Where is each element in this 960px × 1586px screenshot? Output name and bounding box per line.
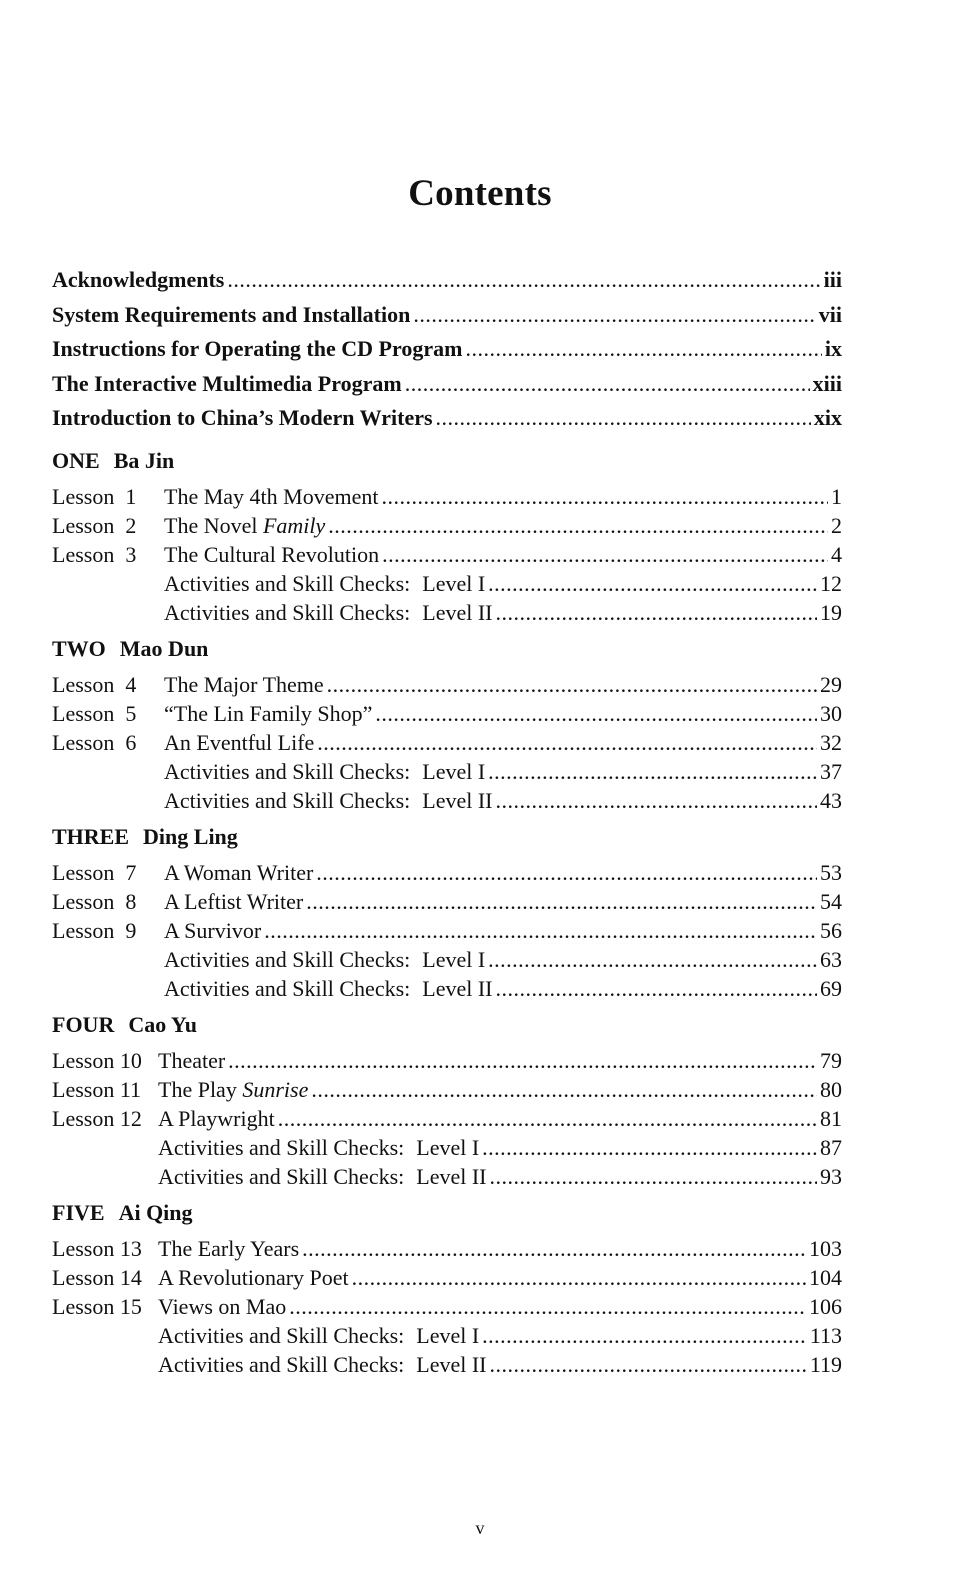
dot-leader <box>352 1263 806 1292</box>
entry-page-number: 43 <box>820 787 842 813</box>
entry-page-number: 119 <box>809 1351 842 1377</box>
level-label: Level I <box>422 570 486 596</box>
lesson-title-text: A Woman Writer <box>164 859 314 885</box>
entry-page-number: 93 <box>820 1163 842 1189</box>
lesson-title <box>158 1263 349 1292</box>
activities-label: Activities and Skill Checks: <box>164 975 411 1001</box>
entry-title: Acknowledgments <box>52 267 225 292</box>
lesson-title-text: Theater <box>158 1047 226 1073</box>
part-author: Ding Ling <box>143 823 238 849</box>
level-label: Level I <box>422 758 486 784</box>
lesson-title-italic: Family <box>262 512 326 538</box>
dot-leader <box>488 757 817 786</box>
entry-page-number: 53 <box>820 859 842 885</box>
part-number: THREE <box>52 823 130 849</box>
entry-page-number: 19 <box>820 599 842 625</box>
entry-page-number: 113 <box>809 1322 842 1348</box>
level-label: Level II <box>416 1163 487 1189</box>
toc-entry[interactable] <box>52 1104 842 1133</box>
toc-entry[interactable] <box>52 598 842 627</box>
entry-page-number: iii <box>823 267 842 292</box>
part-author: Ai Qing <box>118 1199 193 1225</box>
part-section <box>52 822 842 1003</box>
lesson-title <box>164 670 324 699</box>
toc-entry[interactable] <box>52 670 842 699</box>
lesson-title <box>164 511 325 540</box>
lesson-title-text: The Novel <box>164 512 263 538</box>
lesson-title <box>158 1234 299 1263</box>
level-label: Level II <box>422 599 493 625</box>
part-heading <box>52 446 842 475</box>
front-matter-list <box>52 263 842 436</box>
entry-page-number: 29 <box>820 671 842 697</box>
lesson-title-text: The Major Theme <box>164 671 324 697</box>
toc-entry[interactable] <box>52 298 842 333</box>
entry-title: System Requirements and Installation <box>52 301 411 327</box>
activities-label: Activities and Skill Checks: <box>164 946 411 972</box>
dot-leader <box>482 1133 817 1162</box>
dot-leader <box>413 298 815 333</box>
lesson-title-text: An Eventful Life <box>164 729 315 755</box>
lesson-title-text: The Early Years <box>158 1235 300 1261</box>
toc-entry[interactable] <box>52 1162 842 1191</box>
dot-leader <box>496 786 818 815</box>
part-heading <box>52 822 842 851</box>
toc-entry[interactable] <box>52 728 842 757</box>
lesson-title <box>158 1075 308 1104</box>
entry-page-number: 4 <box>831 541 842 567</box>
part-section <box>52 446 842 627</box>
toc-entry[interactable] <box>52 974 842 1003</box>
entry-page-number: 69 <box>820 975 842 1001</box>
dot-leader <box>490 1350 807 1379</box>
dot-leader <box>436 401 811 436</box>
lesson-label: Lesson 9 <box>52 917 137 943</box>
toc-entry[interactable] <box>52 1046 842 1075</box>
part-author: Cao Yu <box>128 1011 198 1037</box>
lesson-label: Lesson 13 <box>52 1235 142 1261</box>
part-author: Ba Jin <box>113 447 175 473</box>
lesson-title <box>158 1046 225 1075</box>
lesson-label: Lesson 15 <box>52 1293 142 1319</box>
dot-leader <box>227 263 820 298</box>
part-heading <box>52 1010 842 1039</box>
lesson-title-text: A Playwright <box>158 1105 275 1131</box>
entry-page-number: 104 <box>809 1264 842 1290</box>
toc-entry[interactable] <box>52 1350 842 1379</box>
lesson-title-text: The Play <box>158 1076 243 1102</box>
dot-leader <box>327 670 817 699</box>
toc-entry[interactable] <box>52 1321 842 1350</box>
level-label: Level I <box>416 1322 480 1348</box>
dot-leader <box>465 332 821 367</box>
entry-page-number: 2 <box>831 512 842 538</box>
dot-leader <box>289 1292 806 1321</box>
lesson-title <box>158 1104 275 1133</box>
toc-entry[interactable] <box>52 1075 842 1104</box>
activities-label: Activities and Skill Checks: <box>164 758 411 784</box>
toc-entry[interactable] <box>52 858 842 887</box>
lesson-title-text: “The Lin Family Shop” <box>164 700 373 726</box>
entry-title: The Interactive Multimedia Program <box>52 370 402 396</box>
lesson-title-text: Views on Mao <box>158 1293 287 1319</box>
toc-entry[interactable] <box>52 699 842 728</box>
lesson-title <box>158 1292 286 1321</box>
lesson-title-text: The May 4th Movement <box>164 483 379 509</box>
activities-label: Activities and Skill Checks: <box>164 570 411 596</box>
part-heading <box>52 1198 842 1227</box>
entry-page-number: 79 <box>820 1047 842 1073</box>
entry-page-number: 81 <box>820 1105 842 1131</box>
dot-leader <box>328 511 828 540</box>
level-label: Level II <box>416 1351 487 1377</box>
lesson-title <box>164 728 314 757</box>
dot-leader <box>228 1046 817 1075</box>
lesson-label: Lesson 5 <box>52 700 137 726</box>
entry-page-number: 37 <box>820 758 842 784</box>
lesson-label: Lesson 14 <box>52 1264 142 1290</box>
lesson-label: Lesson 6 <box>52 729 137 755</box>
part-section <box>52 1198 842 1379</box>
dot-leader <box>375 699 817 728</box>
toc-entry[interactable] <box>52 1263 842 1292</box>
dot-leader <box>316 858 817 887</box>
toc-entry[interactable] <box>52 757 842 786</box>
activities-label: Activities and Skill Checks: <box>158 1163 405 1189</box>
lesson-title <box>164 887 303 916</box>
toc-entry[interactable] <box>52 332 842 367</box>
page-title: Contents <box>408 173 552 214</box>
toc-entry[interactable] <box>52 263 842 298</box>
entry-page-number: 103 <box>809 1235 842 1261</box>
toc-entry[interactable] <box>52 1292 842 1321</box>
lesson-label: Lesson 1 <box>52 483 137 509</box>
lesson-label: Lesson 4 <box>52 671 137 697</box>
toc-entry[interactable] <box>52 887 842 916</box>
entry-page-number: 54 <box>820 888 842 914</box>
entry-page-number: ix <box>824 336 842 361</box>
lesson-title <box>164 916 261 945</box>
parts-list <box>52 446 842 1379</box>
table-of-contents <box>52 263 842 1379</box>
entry-page-number: 30 <box>820 700 842 726</box>
dot-leader <box>311 1075 817 1104</box>
dot-leader <box>488 569 817 598</box>
toc-entry[interactable] <box>52 401 842 436</box>
lesson-label: Lesson 3 <box>52 541 137 567</box>
entry-page-number: vii <box>818 301 842 327</box>
lesson-title <box>164 858 313 887</box>
dot-leader <box>490 1162 818 1191</box>
lesson-label: Lesson 7 <box>52 859 137 885</box>
lesson-title-text: A Leftist Writer <box>164 888 304 914</box>
lesson-label: Lesson 11 <box>52 1076 142 1102</box>
toc-entry[interactable] <box>52 482 842 511</box>
part-section <box>52 1010 842 1191</box>
lesson-title <box>164 540 379 569</box>
lesson-label: Lesson 10 <box>52 1047 142 1073</box>
activities-label: Activities and Skill Checks: <box>164 599 411 625</box>
dot-leader <box>278 1104 817 1133</box>
level-label: Level I <box>422 946 486 972</box>
dot-leader <box>264 916 817 945</box>
dot-leader <box>496 598 818 627</box>
page-number: v <box>475 1518 485 1538</box>
level-label: Level II <box>422 975 493 1001</box>
entry-page-number: 56 <box>820 917 842 943</box>
lesson-label: Lesson 8 <box>52 888 137 914</box>
activities-label: Activities and Skill Checks: <box>164 787 411 813</box>
lesson-title <box>164 482 378 511</box>
lesson-title-text: A Survivor <box>164 917 262 943</box>
toc-entry[interactable] <box>52 1133 842 1162</box>
toc-entry[interactable] <box>52 367 842 402</box>
lesson-title-text: A Revolutionary Poet <box>158 1264 349 1290</box>
entry-page-number: 80 <box>820 1076 842 1102</box>
entry-title: Instructions for Operating the CD Program <box>52 336 463 361</box>
entry-page-number: xiii <box>812 370 842 396</box>
entry-page-number: 87 <box>820 1134 842 1160</box>
toc-entry[interactable] <box>52 540 842 569</box>
lesson-label: Lesson 12 <box>52 1105 142 1131</box>
toc-entry[interactable] <box>52 511 842 540</box>
toc-entry[interactable] <box>52 1234 842 1263</box>
dot-leader <box>381 482 828 511</box>
part-number: TWO <box>52 635 106 661</box>
entry-page-number: 12 <box>820 570 842 596</box>
level-label: Level I <box>416 1134 480 1160</box>
dot-leader <box>382 540 828 569</box>
dot-leader <box>306 887 817 916</box>
part-author: Mao Dun <box>119 635 209 661</box>
part-heading <box>52 634 842 663</box>
lesson-title-text: The Cultural Revolution <box>164 541 380 567</box>
toc-entry[interactable] <box>52 916 842 945</box>
lesson-title-italic: Sunrise <box>242 1076 309 1102</box>
entry-title: Introduction to China’s Modern Writers <box>52 405 433 430</box>
dot-leader <box>488 945 817 974</box>
part-number: ONE <box>52 447 100 473</box>
dot-leader <box>496 974 818 1003</box>
level-label: Level II <box>422 787 493 813</box>
activities-label: Activities and Skill Checks: <box>158 1134 405 1160</box>
lesson-label: Lesson 2 <box>52 512 137 538</box>
dot-leader <box>405 367 810 402</box>
activities-label: Activities and Skill Checks: <box>158 1351 405 1377</box>
part-section <box>52 634 842 815</box>
dot-leader <box>317 728 817 757</box>
dot-leader <box>302 1234 806 1263</box>
activities-label: Activities and Skill Checks: <box>158 1322 405 1348</box>
entry-page-number: 1 <box>831 483 842 509</box>
toc-entry[interactable] <box>52 945 842 974</box>
entry-page-number: 106 <box>809 1293 842 1319</box>
part-number: FOUR <box>52 1011 115 1037</box>
entry-page-number: 63 <box>820 946 842 972</box>
entry-page-number: xix <box>813 405 842 430</box>
part-number: FIVE <box>52 1199 105 1225</box>
entry-page-number: 32 <box>820 729 842 755</box>
dot-leader <box>482 1321 807 1350</box>
toc-entry[interactable] <box>52 569 842 598</box>
lesson-title <box>164 699 372 728</box>
toc-entry[interactable] <box>52 786 842 815</box>
